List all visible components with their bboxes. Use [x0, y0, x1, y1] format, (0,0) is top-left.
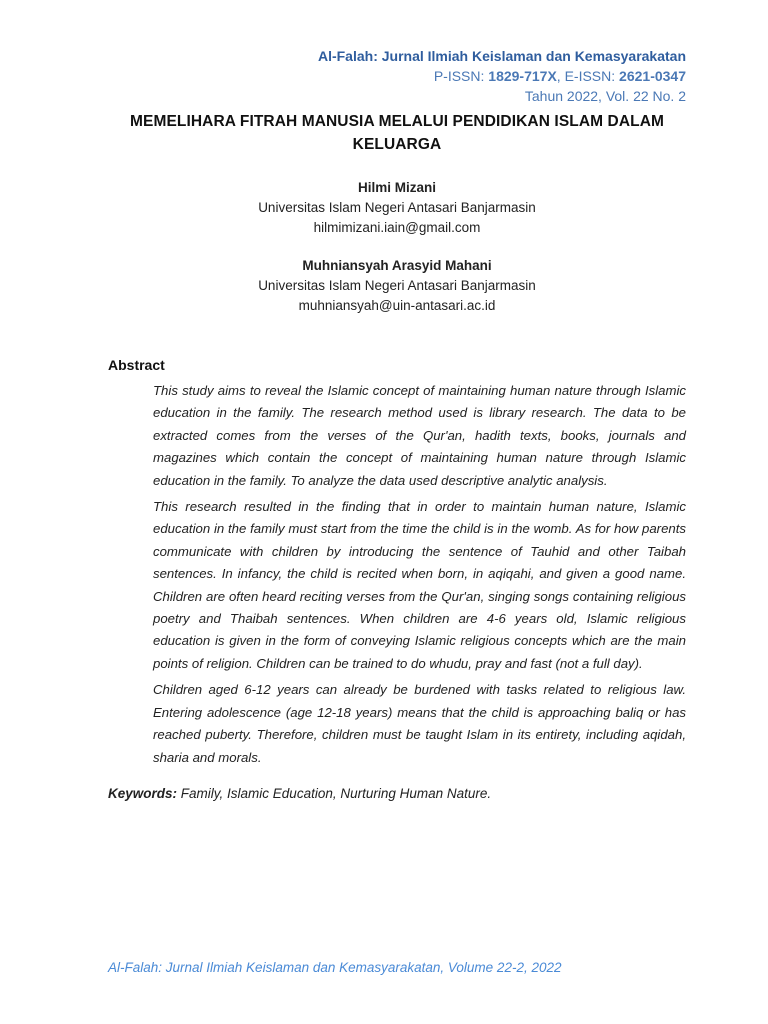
journal-name: Al-Falah: Jurnal Ilmiah Keislaman dan Kemasyarakatan	[317, 48, 686, 64]
abstract-paragraph: This study aims to reveal the Islamic concept of maintaining human nature through Islamic education in the family. The research method used is library research. The data to be extracted comes from the verses of the Qur'an, hadith texts, books, journals and magazines which contain the concept of maintaining human nature through Islamic education in the family. To analyze the data used descriptive analytic analysis.	[153, 383, 686, 488]
abstract-paragraph: This research resulted in the finding that in order to maintain human nature, Islamic education in the family must start from the time the child is in the womb. As for how parents communicate with children by introducing the sentence of Tauhid and other Taibah sentences. In infancy, the child is recited when born, in aqiqahi, and given a good name. Children are often heard reciting verses from the Qur'an, singing songs containing religious poetry and Thaibah sentences. When children are 4-6 years old, Islamic religious education is given in the form of conveying Islamic religious concepts which are the main points of religion. Children can be trained to do whudu, pray and fast (not a full day).	[153, 499, 686, 671]
abstract-body	[153, 380, 686, 773]
author-email: hilmimizani.iain@gmail.com	[313, 220, 481, 235]
eissn-value: 2621-0347	[619, 68, 686, 84]
author-name: Hilmi Mizani	[357, 180, 436, 195]
keywords	[108, 786, 491, 801]
pissn-value: 1829-717X	[488, 68, 557, 84]
title-line-1: MEMELIHARA FITRAH MANUSIA MELALUI PENDIDIKAN ISLAM DALAM	[130, 113, 664, 130]
page-footer: Al-Falah: Jurnal Ilmiah Keislaman dan Kemasyarakatan, Volume 22-2, 2022	[108, 960, 562, 975]
author-affiliation: Universitas Islam Negeri Antasari Banjarmasin	[258, 278, 536, 293]
paper-title	[108, 110, 686, 156]
keywords-label: Keywords:	[108, 786, 178, 801]
abstract-heading: Abstract	[108, 357, 165, 373]
author-affiliation: Universitas Islam Negeri Antasari Banjarmasin	[258, 200, 536, 215]
title-line-2: KELUARGA	[352, 136, 442, 153]
pissn-label: P-ISSN:	[433, 68, 485, 84]
keywords-value: Family, Islamic Education, Nurturing Human Nature.	[180, 786, 492, 801]
abstract-paragraph: Children aged 6-12 years can already be burdened with tasks related to religious law. Entering adolescence (age 12-18 years) means that the child is approaching baliq or has reached puberty. Therefore, children must be taught Islam in its entirety, including aqidah, sharia and morals.	[153, 682, 686, 765]
volume-info: Tahun 2022, Vol. 22 No. 2	[524, 88, 686, 104]
author-block	[108, 178, 686, 238]
author-block	[108, 256, 686, 316]
issn-line	[318, 66, 686, 86]
eissn-label: , E-ISSN:	[556, 68, 616, 84]
author-name: Muhniansyah Arasyid Mahani	[302, 258, 492, 273]
author-email: muhniansyah@uin-antasari.ac.id	[298, 298, 496, 313]
journal-header	[318, 46, 686, 106]
